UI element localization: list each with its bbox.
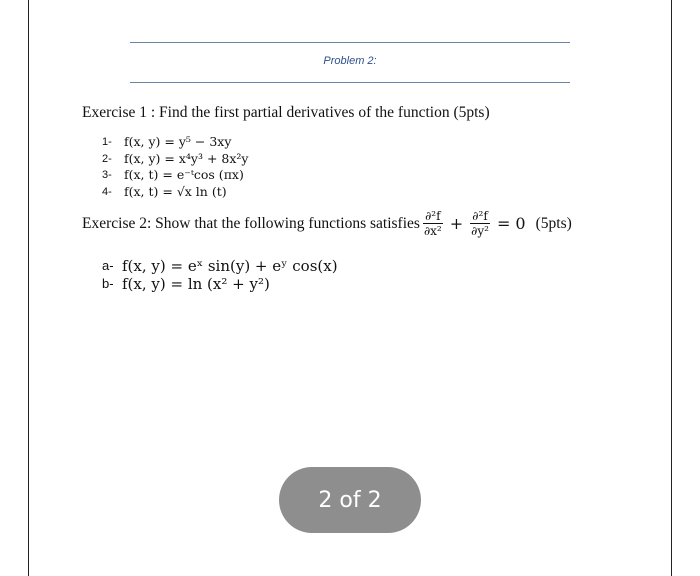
list-marker: b- xyxy=(102,276,114,291)
fraction-numerator: ∂²f xyxy=(425,209,441,223)
exercise1-list xyxy=(102,134,249,200)
points-label: (5pts) xyxy=(535,214,572,232)
fraction-denominator: ∂y² xyxy=(471,224,489,238)
list-item xyxy=(102,151,249,168)
function-expression: f(x, y) = ln (x² + y²) xyxy=(122,275,270,293)
list-marker: 1- xyxy=(102,136,112,148)
list-marker: 3- xyxy=(102,169,112,181)
function-expression: f(x, y) = x⁴y³ + 8x²y xyxy=(124,150,249,166)
function-expression: f(x, y) = y⁵ − 3xy xyxy=(124,134,232,149)
list-marker: a- xyxy=(102,258,114,273)
list-item xyxy=(102,184,249,201)
fraction-denominator: ∂x² xyxy=(423,224,442,238)
function-expression: f(x, y) = eˣ sin(y) + eʸ cos(x) xyxy=(122,257,338,275)
function-expression: f(x, t) = √x ln (t) xyxy=(124,183,227,199)
page-border-right xyxy=(671,0,672,576)
header-rule-bottom xyxy=(130,82,570,83)
exercise1-heading: Exercise 1 : Find the first partial derivatives of the function (5pts) xyxy=(82,104,490,121)
fraction-d2f-dy2 xyxy=(469,209,491,238)
function-expression: f(x, t) = e⁻ᵗcos (πx) xyxy=(124,167,244,182)
list-item xyxy=(102,275,338,293)
header-title: Problem 2: xyxy=(323,55,377,67)
exercise2-list xyxy=(102,257,338,293)
list-item xyxy=(102,257,338,275)
list-marker: 2- xyxy=(102,152,112,165)
fraction-d2f-dx2 xyxy=(422,209,444,238)
fraction-numerator: ∂²f xyxy=(472,209,488,223)
page-border-left xyxy=(28,0,29,576)
equals-zero: = 0 xyxy=(496,214,526,233)
list-item xyxy=(102,167,249,184)
plus-sign: + xyxy=(449,214,464,233)
exercise2-heading-text: Exercise 2: Show that the following functions satisfies xyxy=(82,214,420,232)
exercise2-heading xyxy=(82,209,572,238)
list-marker: 4- xyxy=(102,185,112,198)
list-item xyxy=(102,134,249,151)
page-indicator: 2 of 2 xyxy=(279,467,421,533)
header-rule-top xyxy=(130,42,570,43)
